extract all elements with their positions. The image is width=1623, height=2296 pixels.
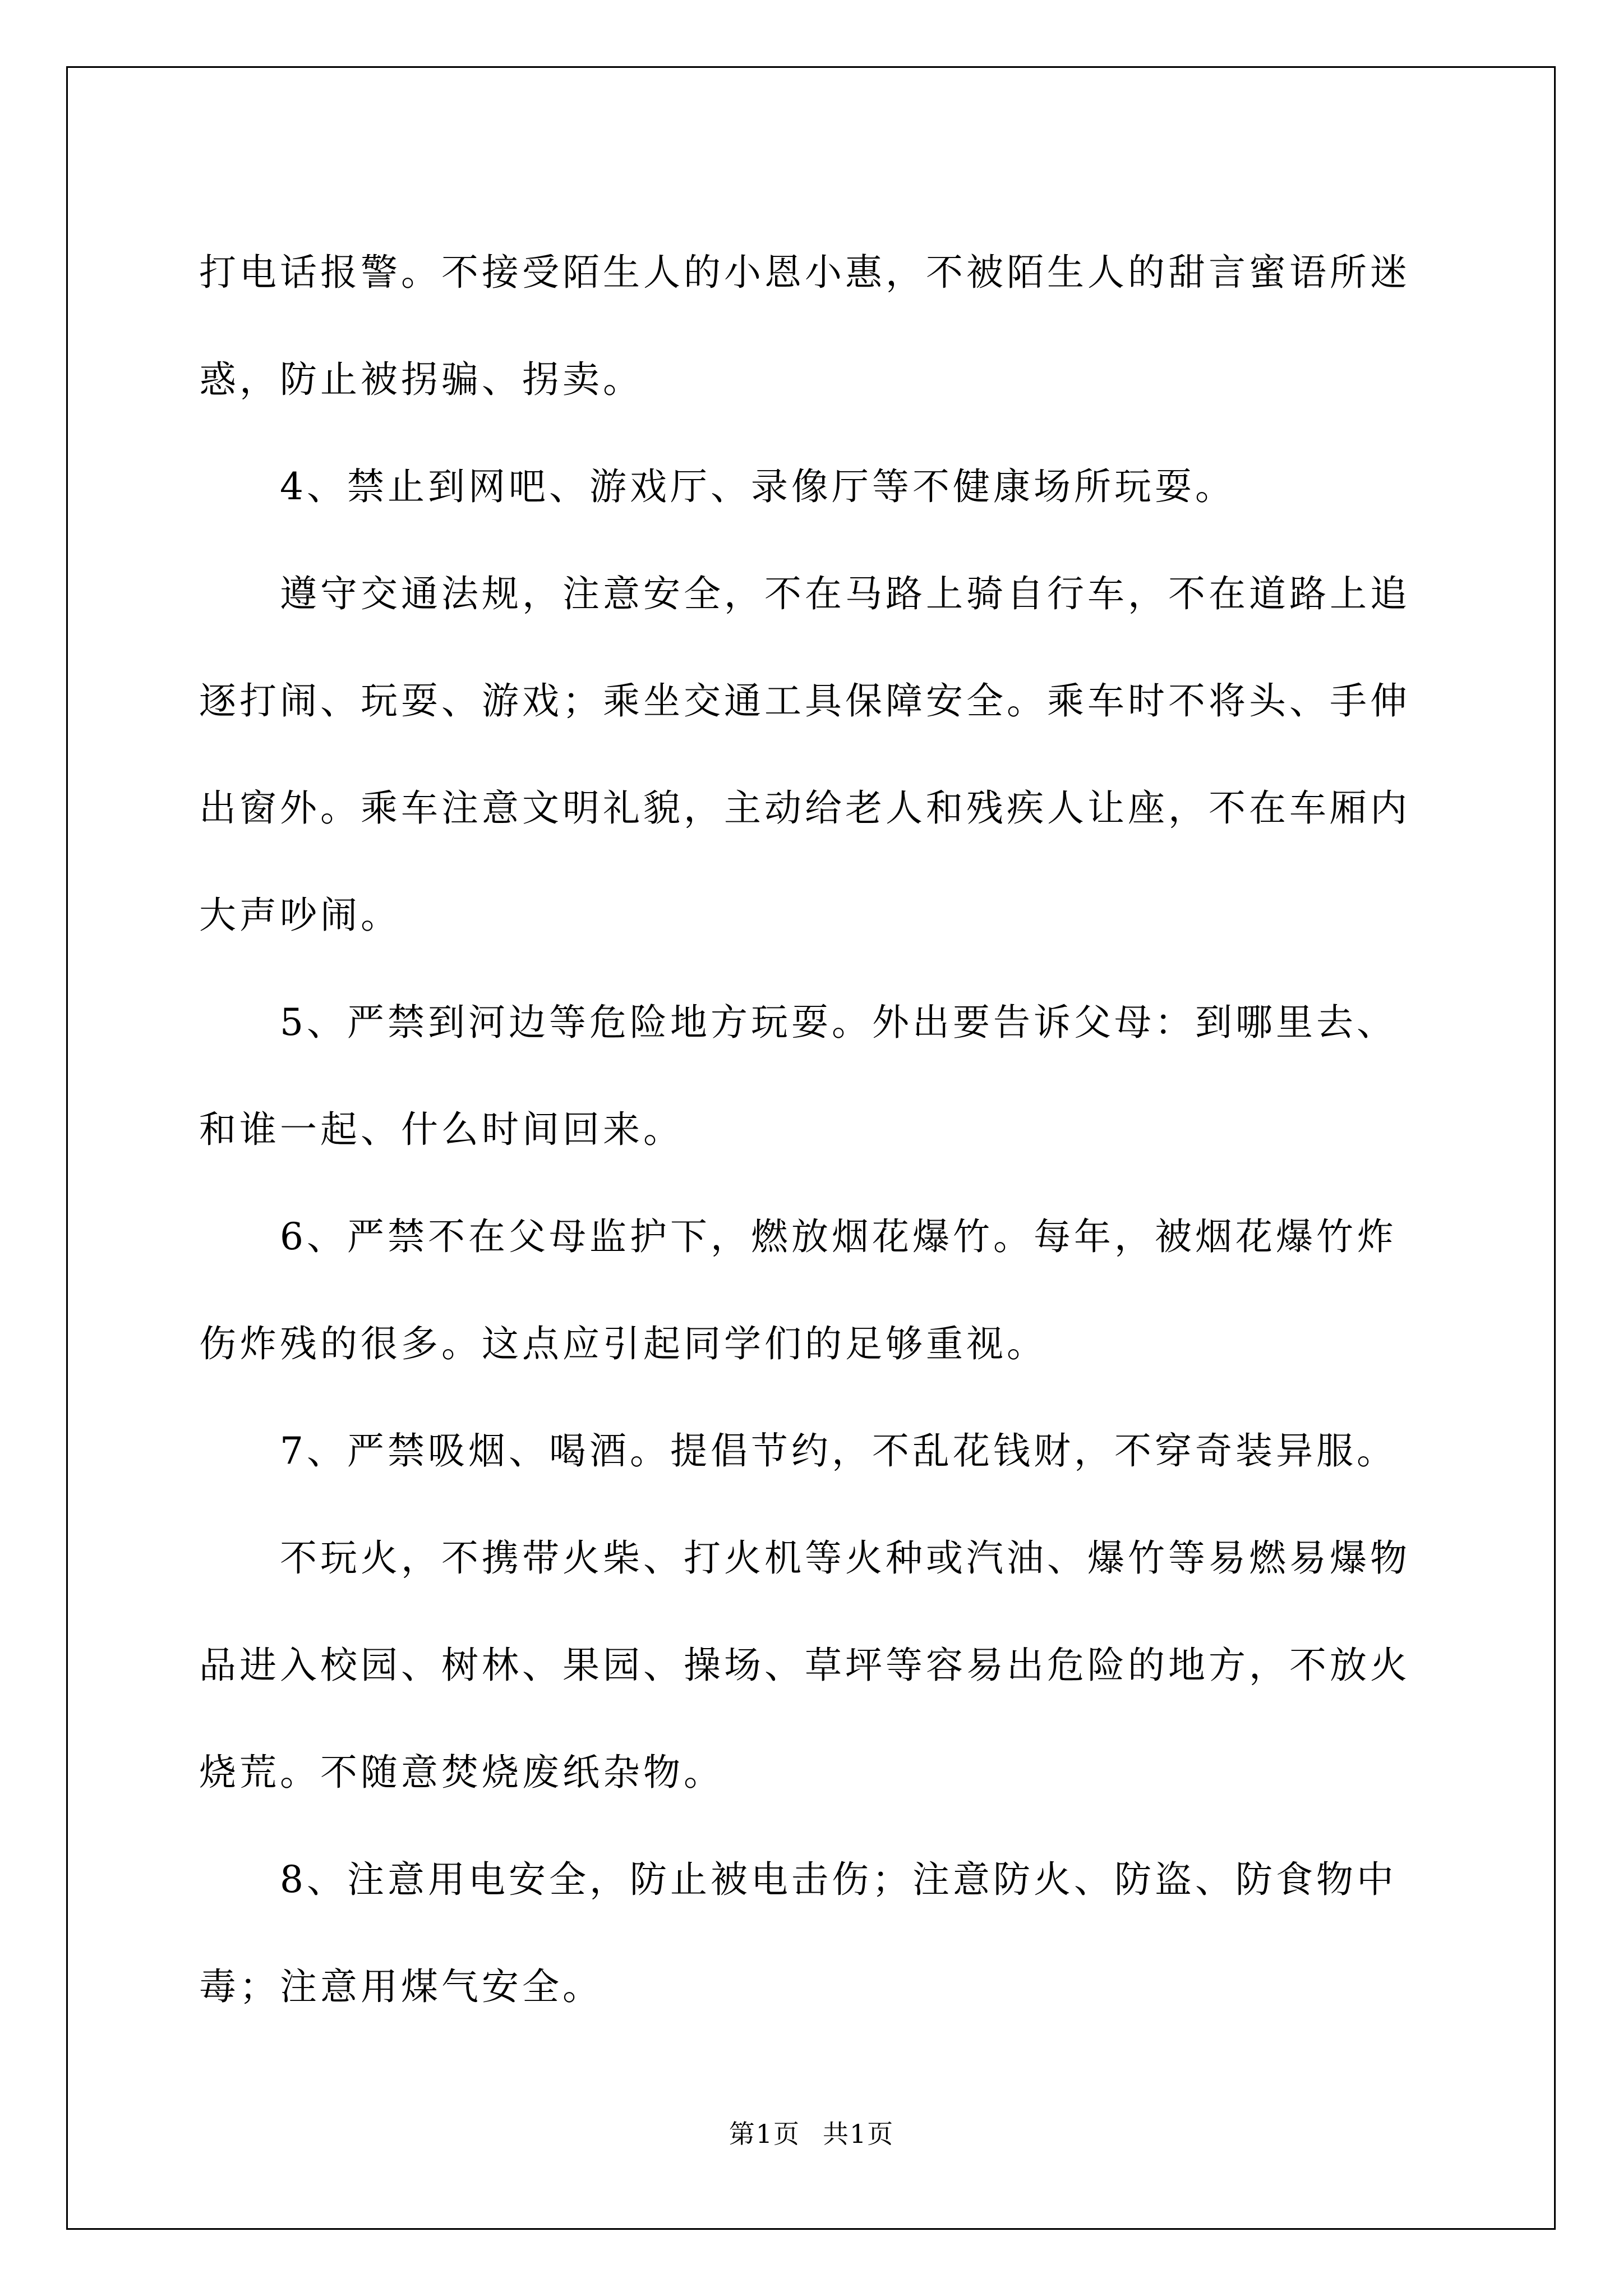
document-body [199, 219, 1433, 2040]
paragraph-8: 8、注意用电安全，防止被电击伤；注意防火、防盗、防食物中毒；注意用煤气安全。 [199, 1858, 1397, 2008]
page-number: 第1页 [728, 2119, 800, 2149]
page-footer [0, 2114, 1623, 2151]
paragraph-1: 打电话报警。不接受陌生人的小恩小惠，不被陌生人的甜言蜜语所迷惑，防止被拐骗、拐卖。 [199, 251, 1410, 401]
paragraph-5: 6、严禁不在父母监护下，燃放烟花爆竹。每年，被烟花爆竹炸伤炸残的很多。这点应引起同学们的足够重视。 [199, 1215, 1397, 1365]
paragraph-6: 7、严禁吸烟、喝酒。提倡节约，不乱花钱财，不穿奇装异服。 [280, 1429, 1397, 1473]
paragraph-7: 不玩火，不携带火柴、打火机等火种或汽油、爆竹等易燃易爆物品进入校园、树林、果园、操场、草坪等容易出危险的地方，不放火烧荒。不随意焚烧废纸杂物。 [199, 1536, 1410, 1794]
page-total: 共1页 [823, 2119, 895, 2149]
paragraph-3: 遵守交通法规，注意安全，不在马路上骑自行车，不在道路上追逐打闹、玩耍、游戏；乘坐交通工具保障安全。乘车时不将头、手伸出窗外。乘车注意文明礼貌，主动给老人和残疾人让座，不在车厢内大声吵闹。 [199, 572, 1410, 937]
paragraph-2: 4、禁止到网吧、游戏厅、录像厅等不健康场所玩耍。 [280, 465, 1235, 508]
paragraph-4: 5、严禁到河边等危险地方玩耍。外出要告诉父母：到哪里去、和谁一起、什么时间回来。 [199, 1001, 1397, 1151]
